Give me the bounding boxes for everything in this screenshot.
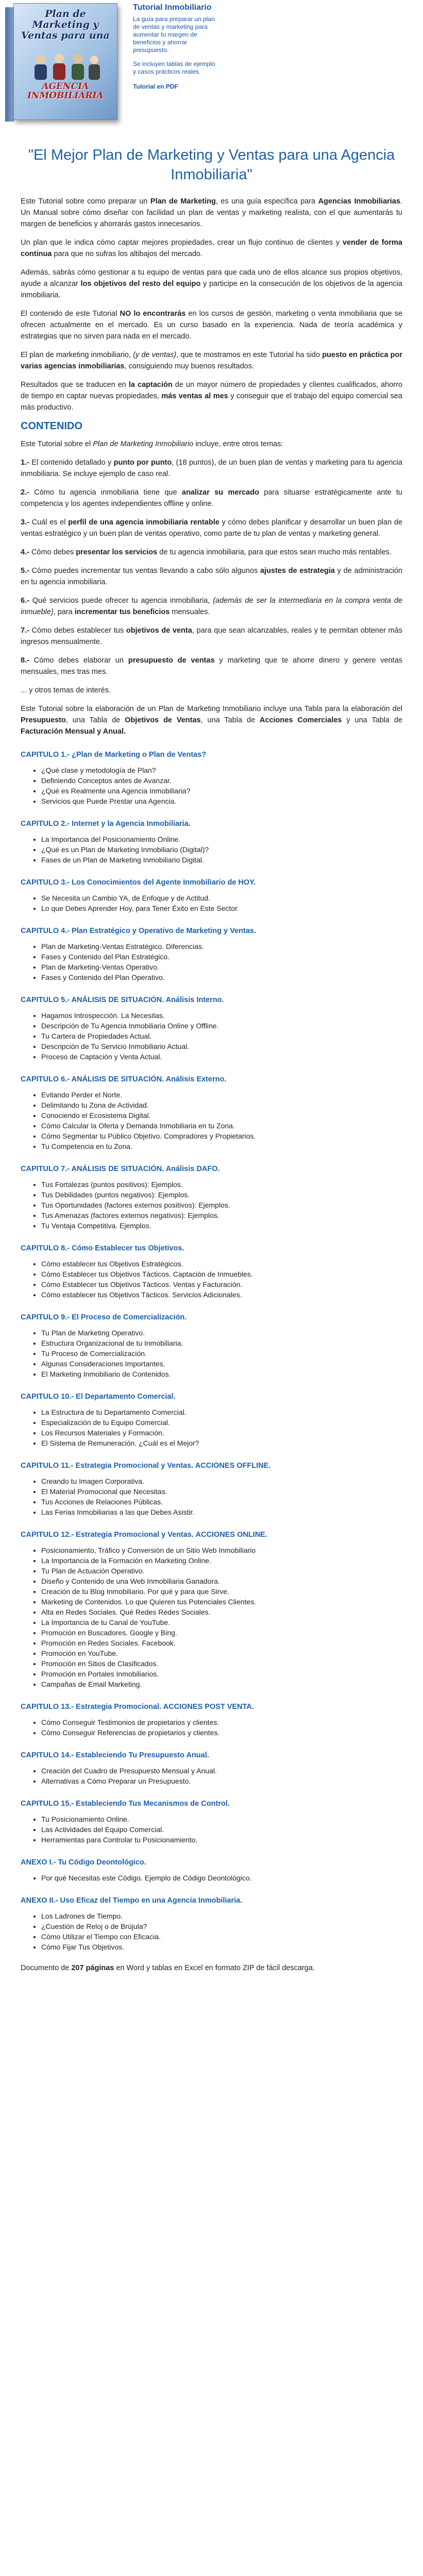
chapter-item: • Descripción de Tu Servicio Inmobiliario Actual. (41, 1041, 402, 1052)
chapter-item: • Plan de Marketing-Ventas Estratégico. Diferencias. (41, 941, 402, 952)
chapter-item: • Las Ferias Inmobiliarias a las que Debes Asistir. (41, 1507, 402, 1517)
chapter-item: • Cómo Conseguir Testimonios de propietarios y clientes. (41, 1717, 402, 1727)
chapter-list (21, 1407, 402, 1448)
chapter-item: • Las Actividades del Equipo Comercial. (41, 1824, 402, 1835)
chapter-item: • Alta en Redes Sociales. Qué Redes Redes Sociales. (41, 1607, 402, 1617)
chapter-heading: CAPITULO 7.- ANÁLISIS DE SITUACIÓN. Análisis DAFO. (21, 1165, 220, 1173)
chapter-heading: CAPITULO 3.- Los Conocimientos del Agente Inmobiliario de HOY. (21, 878, 256, 887)
header-text (133, 3, 226, 90)
numbered-item: 3.- Cuál es el perfil de una agencia inmobiliaria rentable y cómo debes planificar y desarrollar un buen plan de ventas estratégico y un buen plan de ventas operativo, como parte de tu plan de ventas y marketing general. (21, 518, 402, 538)
chapter-item: • Tu Proceso de Comercialización. (41, 1348, 402, 1359)
chapter-item: • Fases de un Plan de Marketing Inmobiliario Digital. (41, 855, 402, 865)
chapter-item: • Tus Oportunidades (factores externos positivos): Ejemplos. (41, 1200, 402, 1210)
chapter-item: • Promoción en YouTube. (41, 1648, 402, 1658)
header-line: de ventas y marketing para (133, 23, 208, 30)
chapter-item: • Tu Plan de Actuación Operativo. (41, 1566, 402, 1576)
chapter-item: • La Estructura de tu Departamento Comercial. (41, 1407, 402, 1417)
chapter-item: • El Material Promocional que Necesitas. (41, 1486, 402, 1497)
numbered-item: 7.- Cómo debes establecer tus objetivos de venta, para que sean alcanzables, reales y te permitan obtener más ingresos mensualmente. (21, 626, 402, 646)
header-line: La guía para preparar un plan (133, 15, 215, 23)
chapter-item: • Tus Acciones de Relaciones Públicas. (41, 1497, 402, 1507)
chapter-item: • Tu Ventaja Competitiva. Ejemplos. (41, 1221, 402, 1231)
chapter-item: • Promoción en Portales Inmobiliarios. (41, 1669, 402, 1679)
chapter-item: • Promoción en Redes Sociales. Facebook. (41, 1638, 402, 1648)
chapter-item: • Tus Amenazas (factores externos negativos): Ejemplos. (41, 1210, 402, 1221)
chapter-list (21, 1476, 402, 1517)
pdf-label: Tutorial en PDF (133, 83, 178, 90)
chapter-item: • Creando tu Imagen Corporativa. (41, 1476, 402, 1486)
chapter-heading: CAPITULO 5.- ANÁLISIS DE SITUACIÓN. Análisis Interno. (21, 996, 224, 1004)
chapter-item: • ¿Qué clase y metodología de Plan? (41, 765, 402, 775)
chapter-item: • Tu Posicionamiento Online. (41, 1814, 402, 1824)
chapter-list (21, 941, 402, 982)
chapter-item: • Diseño y Contenido de una Web Inmobiliaria Ganadora. (41, 1576, 402, 1586)
chapter-list (21, 1010, 402, 1062)
chapter-item: • Proceso de Captación y Venta Actual. (41, 1052, 402, 1062)
chapter-item: • Descripción de Tu Agencia Inmobiliaria Online y Offline. (41, 1021, 402, 1031)
numbered-item: 1.- El contenido detallado y punto por punto, (18 puntos), de un buen plan de ventas y marketing para tu agencia inmobiliaria. Se incluye ejemplo de caso real. (21, 459, 402, 478)
chapter-item: • Promoción en Buscadores. Google y Bing. (41, 1628, 402, 1638)
chapter-item: • Cómo Establecer tus Objetivos Tácticos. Ventas y Facturación. (41, 1279, 402, 1290)
chapters-list (21, 750, 402, 1952)
chapter-heading: CAPITULO 8.- Cómo Establecer tus Objetivos. (21, 1244, 184, 1252)
numbered-item: 2.- Cómo tu agencia inmobiliaria tiene que analizar su mercado para situarse estratégicamente ante tu competencia y los agentes independientes offline y online. (21, 488, 402, 508)
chapter-heading: CAPITULO 15.- Estableciendo Tus Mecanismos de Control. (21, 1800, 230, 1808)
chapter-heading: CAPITULO 12.- Estrategia Promocional y Ventas. ACCIONES ONLINE. (21, 1531, 267, 1539)
header-line: Se incluyen tablas de ejemplo (133, 60, 215, 67)
chapter-list (21, 765, 402, 806)
chapter-item: • Plan de Marketing-Ventas Operativo. (41, 962, 402, 972)
chapter-heading: ANEXO I.- Tu Código Deontológico. (21, 1858, 146, 1867)
book-cover-subtitle: AGENCIA INMOBILIARIA (27, 81, 104, 101)
chapter-item: • Lo que Debes Aprender Hoy, para Tener Éxito en Este Sector. (41, 903, 402, 913)
chapter-item: • Conociendo el Ecosistema Digital. (41, 1110, 402, 1121)
chapter-item: • El Marketing Inmobiliario de Contenidos. (41, 1369, 402, 1379)
chapter-list (21, 1328, 402, 1379)
intro-paragraph: Además, sabrás cómo gestionar a tu equipo de ventas para que cada uno de ellos alcance sus propios objetivos, ayude a alcanzar los objetivos del resto del equipo y participe en la consecución de los objetivos de la agencia inmobiliaria. (21, 268, 403, 299)
chapter-item: • Cómo establecer tus Objetivos Tácticos. Servicios Adicionales. (41, 1290, 402, 1300)
tables-paragraph: Este Tutorial sobre la elaboración de un Plan de Marketing Inmobiliario incluye una Tabla para la elaboración del Presupuesto, una Tabla de Objetivos de Ventas, una Tabla de Acciones Comerciales y una Tabla de Facturación Mensual y Anual. (21, 705, 402, 736)
contenido-heading: CONTENIDO (21, 420, 82, 432)
chapter-item: • El Sistema de Remuneración. ¿Cuál es el Mejor? (41, 1438, 402, 1448)
chapter-item: • Especialización de tu Equipo Comercial. (41, 1417, 402, 1428)
chapter-item: • Delimitando tu Zona de Actividad. (41, 1100, 402, 1110)
intro-paragraph: El contenido de este Tutorial NO lo encontrarás en los cursos de gestión, marketing o venta inmobiliaria que se ofrecen actualmente en el mercado. Es un curso basado en la experiencia. Nada de teoría académica y estrategias que no sirven para nada en el mercado. (21, 310, 402, 341)
chapter-item: • Cómo Utilizar el Tiempo con Eficacia. (41, 1931, 402, 1942)
page-title: "El Mejor Plan de Marketing y Ventas para una Agencia Inmobiliaria" (28, 147, 395, 183)
chapter-heading: CAPITULO 9.- El Proceso de Comercialización. (21, 1313, 187, 1321)
etc-text: ... y otros temas de interés. (21, 686, 111, 694)
chapter-list (21, 1179, 402, 1231)
chapter-item: • Tus Fortalezas (puntos positivos): Ejemplos. (41, 1179, 402, 1190)
header-line: beneficios y ahorrar (133, 39, 188, 46)
main-content (21, 145, 402, 1981)
chapter-item: • La Importancia de la Formación en Marketing Online. (41, 1555, 402, 1566)
chapter-item: • Creación del Cuadro de Presupuesto Mensual y Anual. (41, 1766, 402, 1776)
header-line: presupuesto. (133, 46, 169, 54)
chapter-item: • Tu Competencia en tu Zona. (41, 1141, 402, 1151)
chapter-item: • Se Necesita un Cambio YA, de Enfoque y de Actitud. (41, 893, 402, 903)
intro-paragraph: Un plan que le indica cómo captar mejores propiedades, crear un flujo continuo de clientes y vender de forma continua para que no sufras los altibajos del mercado. (21, 239, 402, 258)
chapter-item: • Cómo Fijar Tus Objetivos. (41, 1942, 402, 1952)
contenido-intro: Este Tutorial sobre el Plan de Marketing Inmobiliario incluye, entre otros temas: (21, 440, 283, 448)
chapter-item: • Cómo establecer tus Objetivos Estratégicos. (41, 1259, 402, 1269)
chapter-item: • Herramientas para Controlar tu Posicionamiento. (41, 1835, 402, 1845)
chapter-item: • Alternativas a Cómo Preparar un Presupuesto. (41, 1776, 402, 1786)
chapter-list (21, 834, 402, 865)
chapter-heading: ANEXO II.- Uso Eficaz del Tiempo en una Agencia Inmobiliaria. (21, 1896, 243, 1905)
chapter-item: • Cómo Calcular la Oferta y Demanda Inmobiliaria en tu Zona. (41, 1121, 402, 1131)
chapter-item: • La Importancia de tu Canal de YouTube. (41, 1617, 402, 1628)
intro-paragraph: Resultados que se traducen en la captación de un mayor número de propiedades y clientes cualificados, ahorro de tiempo en captar nuevas propiedades, más ventas al mes y conseguir que el trabajo del equipo comercial sea más productivo. (21, 381, 403, 412)
chapter-item: • Campañas de Email Marketing. (41, 1679, 402, 1689)
chapter-item: • ¿Qué es un Plan de Marketing Inmobiliario (Digital)? (41, 844, 402, 855)
chapter-item: • ¿Cuestión de Reloj o de Brújula? (41, 1921, 402, 1931)
header (0, 0, 423, 129)
intro-paragraph: El plan de marketing inmobiliario, (y de ventas), que te mostramos en este Tutorial ha sido puesto en práctica por varias agencias inmobiliarias, consiguiendo muy buenos resultados. (21, 351, 403, 370)
numbered-item: 8.- Cómo debes elaborar un presupuesto de ventas y marketing que te ahorre dinero y genere ventas mensuales, mes tras mes. (21, 656, 403, 676)
chapter-item: • Tus Debilidades (puntos negativos): Ejemplos. (41, 1190, 402, 1200)
chapter-item: • Por qué Necesitas este Código. Ejemplo de Código Deontológico. (41, 1873, 402, 1883)
chapter-heading: CAPITULO 14.- Estableciendo Tu Presupuesto Anual. (21, 1751, 209, 1759)
chapter-list (21, 1717, 402, 1738)
chapter-list (21, 1545, 402, 1689)
book-cover-image (3, 3, 122, 127)
chapter-item: • Los Ladrones de Tiempo. (41, 1911, 402, 1921)
chapter-list (21, 1814, 402, 1845)
footer-text: Documento de 207 páginas en Word y tablas en Excel en formato ZIP de fácil descarga. (21, 1964, 315, 1972)
chapter-item: • Cómo Conseguir Referencias de propietarios y clientes. (41, 1727, 402, 1738)
chapter-heading: CAPITULO 2.- Internet y la Agencia Inmobiliaria. (21, 820, 191, 828)
intro-paragraph: Este Tutorial sobre como preparar un Plan de Marketing, es una guía específica para Agencias Inmobiliarias. Un Manual sobre cómo diseñar con facilidad un plan de ventas y marketing realista, con el que aumentarás tu margen de beneficios y ahorrarás gastos innecesarios. (21, 197, 402, 228)
chapter-list (21, 893, 402, 913)
chapter-item: • Los Recursos Materiales y Formación. (41, 1428, 402, 1438)
chapter-item: • Promoción en Sitios de Clasificados. (41, 1658, 402, 1669)
header-line: y casos prácticos reales. (133, 68, 201, 75)
people-illustration (29, 51, 101, 80)
chapter-item: • Algunas Consideraciones Importantes. (41, 1359, 402, 1369)
chapter-item: • ¿Qué es Realmente una Agencia Inmobiliaria? (41, 786, 402, 796)
chapter-list (21, 1259, 402, 1300)
chapter-item: • Posicionamiento, Tráfico y Conversión de un Sitio Web Inmobiliario (41, 1545, 402, 1555)
chapter-heading: CAPITULO 6.- ANÁLISIS DE SITUACIÓN. Análisis Externo. (21, 1075, 227, 1083)
chapter-heading: CAPITULO 10.- El Departamento Comercial. (21, 1393, 176, 1401)
chapter-heading: CAPITULO 1.- ¿Plan de Marketing o Plan de Ventas? (21, 751, 207, 759)
chapter-item: • Servicios que Puede Prestar una Agencia. (41, 796, 402, 806)
chapter-item: • Evitando Perder el Norte. (41, 1090, 402, 1100)
numbered-item: 6.- Qué servicios puede ofrecer tu agencia inmobiliaria, (además de ser la intermediaria en la compra venta de inmueble), para incrementar tus beneficios mensuales. (21, 597, 403, 616)
chapter-heading: CAPITULO 11.- Estrategia Promocional y Ventas. ACCIONES OFFLINE. (21, 1462, 271, 1470)
chapter-list (21, 1766, 402, 1786)
chapter-item: • Marketing de Contenidos. Lo que Quieren tus Potenciales Clientes. (41, 1597, 402, 1607)
chapter-list (21, 1873, 402, 1883)
chapter-heading: CAPITULO 13.- Estrategia Promocional. ACCIONES POST VENTA. (21, 1703, 254, 1711)
chapter-item: • La Importancia del Posicionamiento Online. (41, 834, 402, 844)
chapter-heading: CAPITULO 4.- Plan Estratégico y Operativo de Marketing y Ventas. (21, 927, 256, 935)
chapter-item: • Fases y Contenido del Plan Operativo. (41, 972, 402, 982)
chapter-list (21, 1911, 402, 1952)
header-line: aumentar tu margen de (133, 31, 197, 38)
book-cover (13, 3, 117, 120)
chapter-item: • Estructura Organizacional de tu Inmobiliaria. (41, 1338, 402, 1348)
chapter-item: • Creación de tu Blog Inmobiliario. Por qué y para que Sirve. (41, 1586, 402, 1597)
chapter-item: • Cómo Segmentar tu Público Objetivo. Compradores y Propietarios. (41, 1131, 402, 1141)
chapter-item: • Cómo Establecer tus Objetivos Tácticos. Captación de Inmuebles. (41, 1269, 402, 1279)
chapter-item: • Tu Plan de Marketing Operativo. (41, 1328, 402, 1338)
numbered-item: 4.- Cómo debes presentar los servicios de tu agencia inmobiliaria, para que estos sean mucho más rentables. (21, 548, 392, 556)
numbered-item: 5.- Cómo puedes incrementar tus ventas llevando a cabo sólo algunos ajustes de estrategia y de administración en tu agencia inmobiliaria. (21, 567, 402, 586)
chapter-list (21, 1090, 402, 1151)
header-title: Tutorial Inmobiliario (133, 3, 212, 12)
chapter-item: • Hagamos Introspección. La Necesitas. (41, 1010, 402, 1021)
chapter-item: • Fases y Contenido del Plan Estratégico. (41, 952, 402, 962)
chapter-item: • Tu Cartera de Propiedades Actual. (41, 1031, 402, 1041)
book-cover-title: Plan de Marketing y Ventas para una (21, 8, 110, 41)
chapter-item: • Definiendo Conceptos antes de Avanzar. (41, 775, 402, 786)
